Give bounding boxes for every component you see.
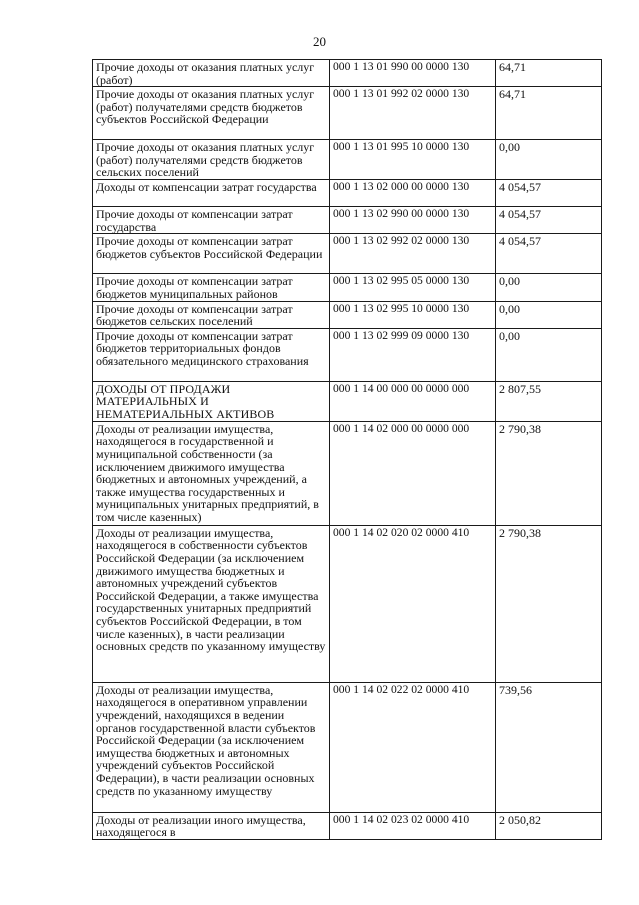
table-row (93, 812, 602, 839)
income-code-cell: 000 1 13 02 992 02 0000 130 (330, 234, 496, 274)
table-row (93, 381, 602, 421)
income-code-cell: 000 1 14 02 020 02 0000 410 (330, 525, 496, 682)
income-sum-cell: 4 054,57 (496, 180, 602, 207)
income-sum-cell: 64,71 (496, 87, 602, 140)
income-name-cell: Доходы от реализации имущества, находящегося в собственности субъектов Российской Федерации (за исключением движимого имущества бюджетных и автономных учреждений субъектов Российской Федерации, а также имущества государственных унитарных предприятий субъектов Российской Федерации, в том числе казенных), в части реализации основных средств по указанному имуществу (93, 525, 330, 682)
income-name-cell: Прочие доходы от компенсации затрат бюджетов муниципальных районов (93, 274, 330, 301)
income-name-cell: Доходы от компенсации затрат государства (93, 180, 330, 207)
table-row (93, 682, 602, 812)
income-sum-cell: 64,71 (496, 60, 602, 87)
income-name-cell: Прочие доходы от компенсации затрат бюджетов сельских поселений (93, 301, 330, 328)
income-sum-cell: 0,00 (496, 274, 602, 301)
income-name-cell: Доходы от реализации имущества, находящегося в государственной и муниципальной собственности (за исключением движимого имущества бюджетных и автономных учреждений, а также имущества государственных и муниципальных унитарных предприятий, в том числе казенных) (93, 421, 330, 525)
income-sum-cell: 0,00 (496, 140, 602, 180)
table-row (93, 87, 602, 140)
income-sum-cell: 2 807,55 (496, 381, 602, 421)
income-name-cell: Прочие доходы от оказания платных услуг (работ) получателями средств бюджетов субъектов Российской Федерации (93, 87, 330, 140)
table-row (93, 274, 602, 301)
income-sum-cell: 0,00 (496, 328, 602, 381)
income-name-cell: Прочие доходы от компенсации затрат государства (93, 207, 330, 234)
table-row (93, 140, 602, 180)
income-code-cell: 000 1 14 00 000 00 0000 000 (330, 381, 496, 421)
income-code-cell: 000 1 13 01 990 00 0000 130 (330, 60, 496, 87)
income-sum-cell: 2 790,38 (496, 525, 602, 682)
income-sum-cell: 4 054,57 (496, 234, 602, 274)
income-code-cell: 000 1 13 02 995 05 0000 130 (330, 274, 496, 301)
income-sum-cell: 2 790,38 (496, 421, 602, 525)
income-name-cell: Прочие доходы от оказания платных услуг (работ) получателями средств бюджетов сельских поселений (93, 140, 330, 180)
income-name-cell: Прочие доходы от оказания платных услуг (работ) (93, 60, 330, 87)
income-code-cell: 000 1 13 01 992 02 0000 130 (330, 87, 496, 140)
income-name-cell: Доходы от реализации иного имущества, находящегося в (93, 812, 330, 839)
table-row (93, 60, 602, 87)
income-code-cell: 000 1 14 02 023 02 0000 410 (330, 812, 496, 839)
table-row (93, 328, 602, 381)
income-code-cell: 000 1 13 02 000 00 0000 130 (330, 180, 496, 207)
income-code-cell: 000 1 13 02 995 10 0000 130 (330, 301, 496, 328)
income-name-cell: Доходы от реализации имущества, находящегося в оперативном управлении учреждений, находящихся в ведении органов государственной власти субъектов Российской Федерации (за исключением имущества бюджетных и автономных учреждений субъектов Российской Федерации), в части реализации основных средств по указанному имуществу (93, 682, 330, 812)
income-sum-cell: 739,56 (496, 682, 602, 812)
income-code-cell: 000 1 13 02 990 00 0000 130 (330, 207, 496, 234)
table-row (93, 180, 602, 207)
income-code-cell: 000 1 14 02 000 00 0000 000 (330, 421, 496, 525)
income-sum-cell: 2 050,82 (496, 812, 602, 839)
table-row (93, 301, 602, 328)
income-code-cell: 000 1 14 02 022 02 0000 410 (330, 682, 496, 812)
income-name-cell: ДОХОДЫ ОТ ПРОДАЖИ МАТЕРИАЛЬНЫХ И НЕМАТЕРИАЛЬНЫХ АКТИВОВ (93, 381, 330, 421)
table-row (93, 207, 602, 234)
page-number: 20 (313, 34, 326, 49)
income-sum-cell: 4 054,57 (496, 207, 602, 234)
table-row (93, 421, 602, 525)
income-code-cell: 000 1 13 01 995 10 0000 130 (330, 140, 496, 180)
income-name-cell: Прочие доходы от компенсации затрат бюджетов субъектов Российской Федерации (93, 234, 330, 274)
income-sum-cell: 0,00 (496, 301, 602, 328)
income-code-cell: 000 1 13 02 999 09 0000 130 (330, 328, 496, 381)
income-table (92, 59, 602, 840)
table-row (93, 234, 602, 274)
table-row (93, 525, 602, 682)
income-name-cell: Прочие доходы от компенсации затрат бюджетов территориальных фондов обязательного медицинского страхования (93, 328, 330, 381)
